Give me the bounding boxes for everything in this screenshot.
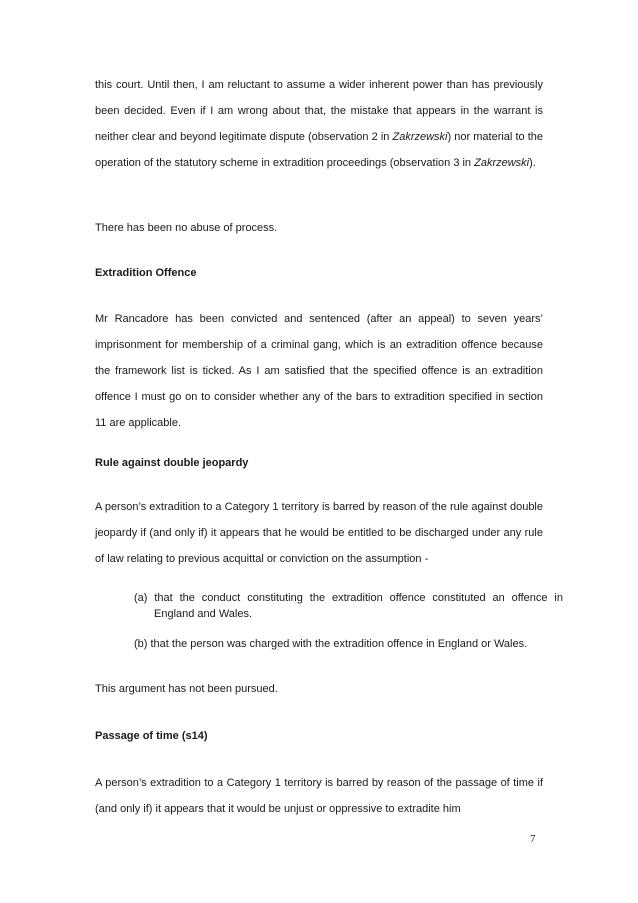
paragraph-text: ) nor material to the operation of the statutory scheme in extradition proceedings (observation 3 in xyxy=(95,131,544,169)
page-number: 7 xyxy=(530,833,536,845)
heading-double-jeopardy: Rule against double jeopardy xyxy=(95,457,249,469)
paragraph-text: this court. Until then, I am reluctant to assume a wider inherent power than has previously been decided. Even if I am wrong about that, the mistake that appears in the warrant is neither clear and beyond legitimate dispute (observation 2 in xyxy=(95,79,543,143)
case-name: Zakrzewski xyxy=(392,131,448,143)
paragraph-abuse-continuation xyxy=(95,72,543,176)
list-item-b: (b) that the person was charged with the extradition offence in England or Wales. xyxy=(134,638,528,650)
paragraph-text: ). xyxy=(529,157,536,169)
paragraph-double-jeopardy: A person’s extradition to a Category 1 territory is barred by reason of the rule against double jeopardy if (and only if) it appears that he would be entitled to be discharged under any rule of law relating to previous acquittal or conviction on the assumption - xyxy=(95,501,543,565)
case-name: Zakrzewski xyxy=(474,157,530,169)
heading-passage-of-time: Passage of time (s14) xyxy=(95,730,208,742)
heading-extradition-offence: Extradition Offence xyxy=(95,267,197,279)
paragraph-not-pursued: This argument has not been pursued. xyxy=(95,683,278,695)
paragraph-extradition-offence: Mr Rancadore has been convicted and sentenced (after an appeal) to seven years’ imprisonment for membership of a criminal gang, which is an extradition offence because the framework list is ticked. As I am satisfied that the specified offence is an extradition offence I must go on to consider whether any of the bars to extradition specified in section 11 are applicable. xyxy=(95,313,543,429)
paragraph-passage-of-time: A person’s extradition to a Category 1 territory is barred by reason of the passage of time if (and only if) it appears that it would be unjust or oppressive to extradite him xyxy=(95,777,543,815)
list-item-a: (a) that the conduct constituting the extradition offence constituted an offence in England and Wales. xyxy=(134,592,563,620)
paragraph-no-abuse: There has been no abuse of process. xyxy=(95,222,278,234)
